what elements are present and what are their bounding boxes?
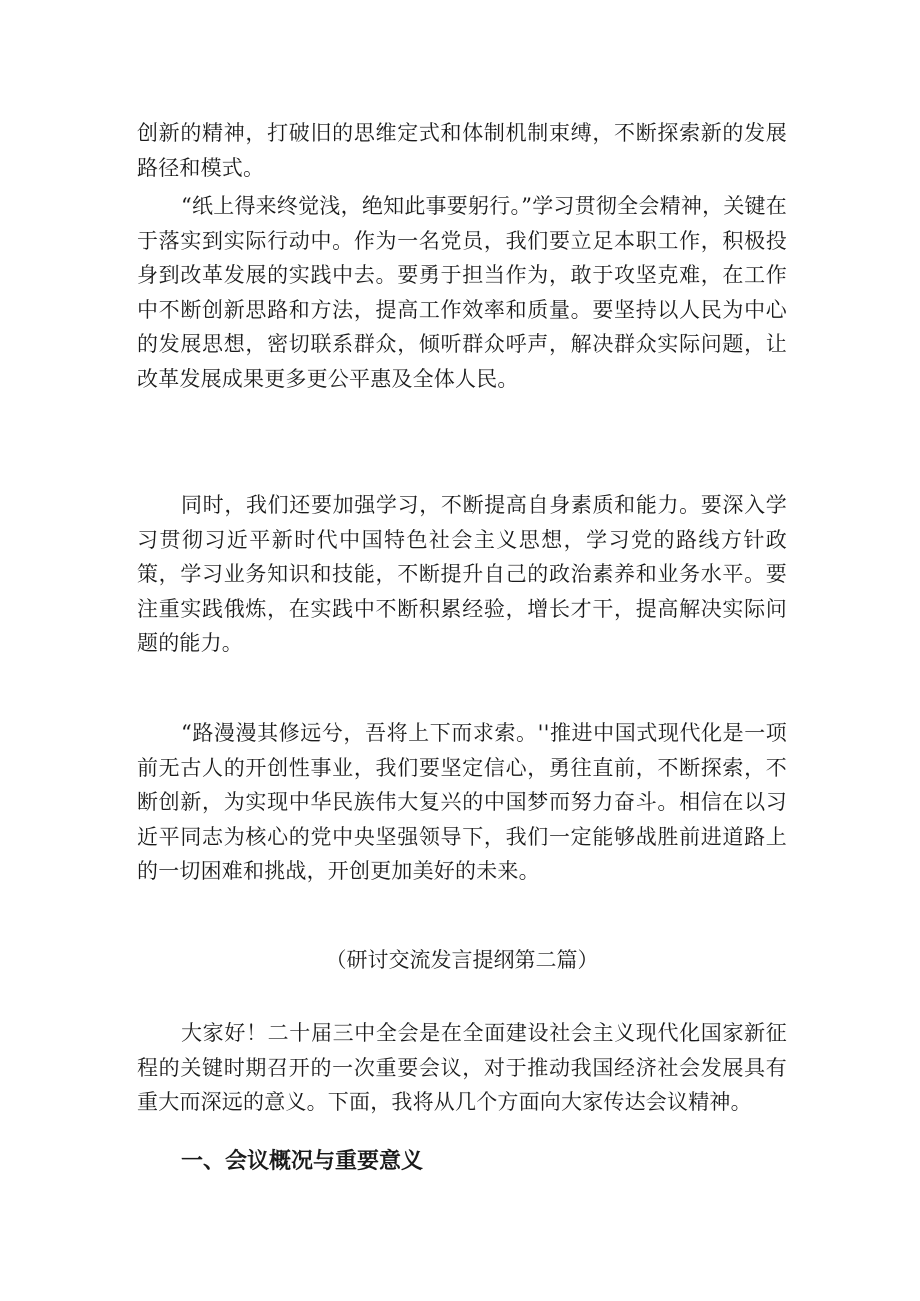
- paragraph-study: 同时，我们还要加强学习，不断提高自身素质和能力。要深入学习贯彻习近平新时代中国特色社会主义思想，学习党的路线方针政策，学习业务知识和技能，不断提升自己的政治素养和业务水平。要注重实践俄炼，在实践中不断积累经验，增长才干，提高解决实际问题的能力。: [137, 493, 787, 655]
- paragraph-conclusion: “路漫漫其修远兮，吾将上下而求索。''推进中国式现代化是一项前无古人的开创性事业，我们要坚定信心，勇往直前，不断探索，不断创新，为实现中华民族伟大复兴的中国梦而努力奋斗。相信在以习近平同志为核心的党中央坚强领导下，我们一定能够战胜前进道路上的一切困难和挑战，开创更加美好的未来。: [137, 721, 787, 883]
- paragraph-greeting: 大家好！二十届三中全会是在全面建设社会主义现代化国家新征程的关键时期召开的一次重要会议，对于推动我国经济社会发展具有重大而深远的意义。下面，我将从几个方面向大家传达会议精神。: [137, 1021, 787, 1114]
- section-heading: 一、会议概况与重要意义: [181, 1149, 424, 1174]
- section-subtitle: （研讨交流发言提纲第二篇）: [325, 948, 599, 972]
- paragraph-action: “纸上得来终觉浅，绝知此事要躬行。”学习贯彻全会精神，关键在于落实到实际行动中。作为一名党员，我们要立足本职工作，积极投身到改革发展的实践中去。要勇于担当作为，敢于攻坚克难，在工作中不断创新思路和方法，提高工作效率和质量。要坚持以人民为中心的发展思想，密切联系群众，倾听群众呼声，解决群众实际问题，让改革发展成果更多更公平惠及全体人民。: [137, 194, 787, 391]
- paragraph-continuation: 创新的精神，打破旧的思维定式和体制机制束缚，不断探索新的发展路径和模式。: [137, 121, 787, 180]
